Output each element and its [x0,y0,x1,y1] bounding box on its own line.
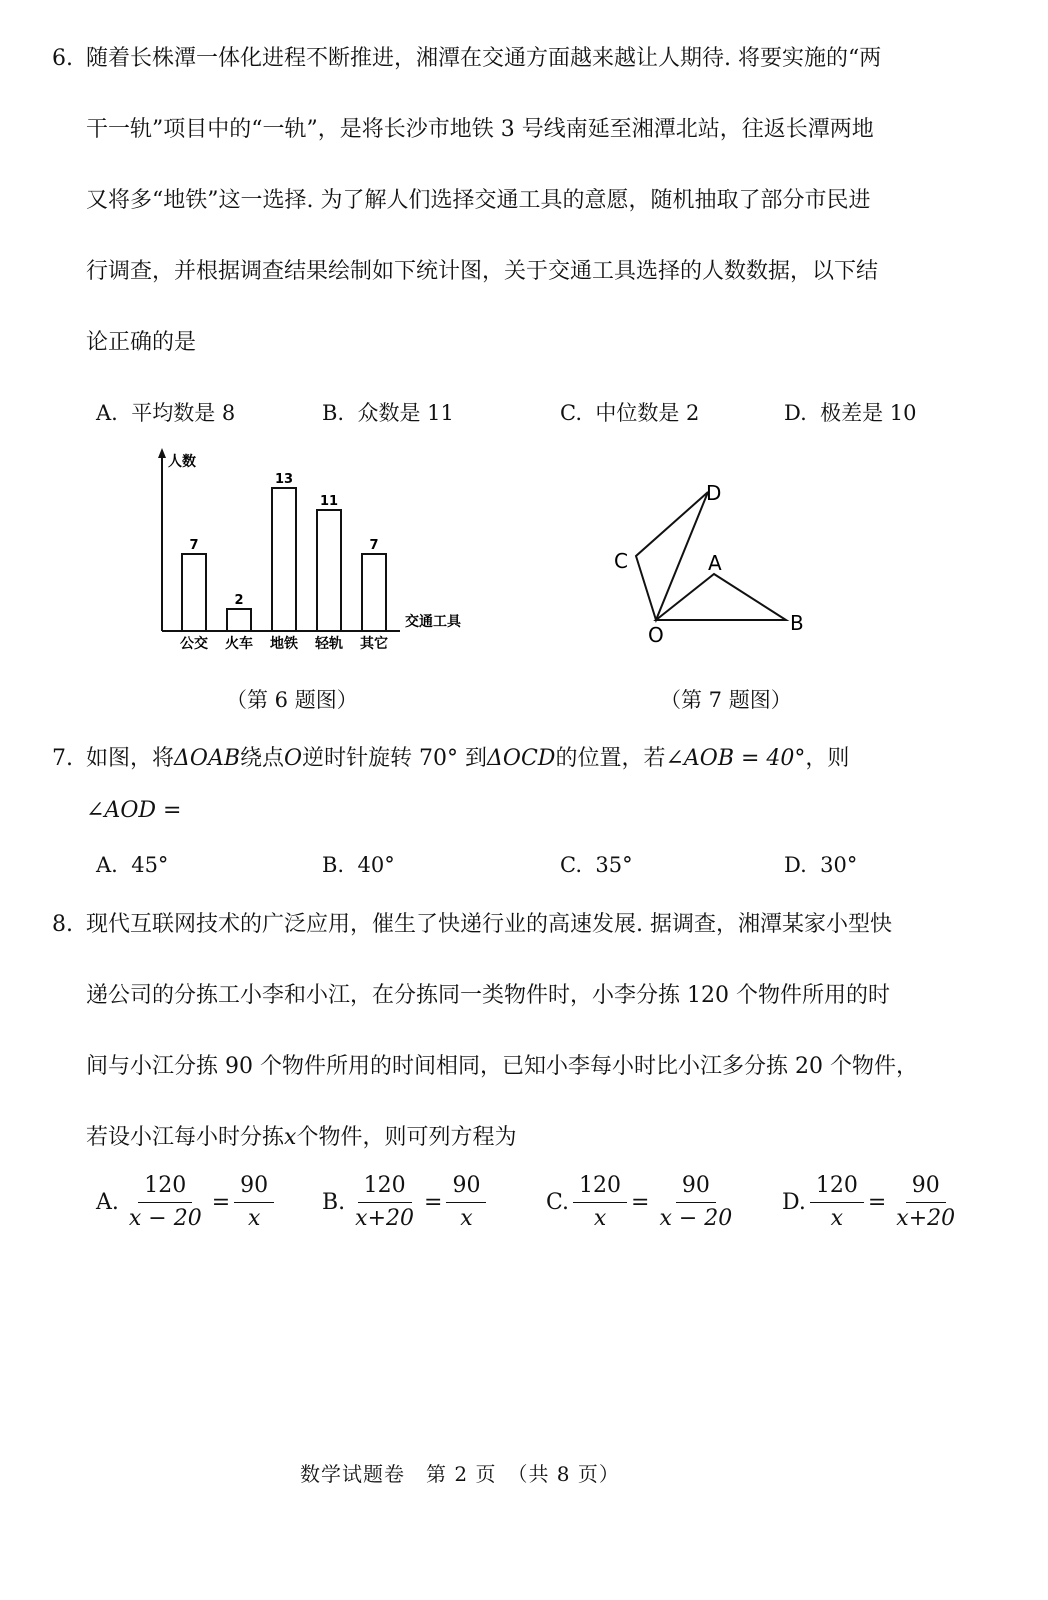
text: 个物件，则可列方程为 [296,1125,517,1150]
option-label: A. [96,1190,119,1215]
page-footer: 数学试题卷 第 2 页 （共 8 页） [300,1462,620,1486]
bar-2 [272,488,296,631]
option-text: 中位数是 2 [595,401,700,425]
q6-line-2: 干一轨”项目中的“一轨”，是将长沙市地铁 3 号线南延至湘潭北站，往返长潭两地 [86,117,874,142]
label-a: A [708,551,722,575]
label-b: B [790,611,804,635]
denominator: x [593,1206,607,1231]
triangle-oab-symbol: ΔOAB [174,746,240,771]
q7-option-c[interactable] [560,850,633,880]
option-text: 极差是 10 [820,401,917,425]
triangle-ocd-symbol: ΔOCD [487,746,556,771]
equals-sign: = [867,1190,887,1215]
option-text: 平均数是 8 [131,401,236,425]
denominator: x − 20 [659,1206,733,1231]
denominator: x+20 [355,1206,415,1231]
q8-line-1: 现代互联网技术的广泛应用，催生了快递行业的高速发展. 据调查，湘潭某家小型快 [86,912,892,937]
angle-aob: ∠AOB = 40° [665,746,806,771]
numerator: 90 [676,1172,716,1203]
fraction-right [446,1172,486,1233]
fraction-left [573,1172,627,1233]
q7-figure [600,470,830,650]
bar-0 [182,554,206,631]
variable-x: x [284,1125,297,1150]
text: 的位置，若 [555,746,666,771]
option-label: D. [782,1190,806,1215]
q7-line-2: ∠AOD = [86,798,182,823]
option-text: 35° [595,853,633,877]
triangle-ocd [636,492,708,620]
bar-value-label-1: 2 [234,593,244,608]
denominator: x − 20 [128,1206,202,1231]
bar-value-label-2: 13 [274,472,294,487]
q8-option-d[interactable] [782,1172,965,1233]
numerator: 90 [906,1172,946,1203]
denominator: x [247,1206,261,1231]
x-axis-label: 交通工具 [405,614,461,630]
fraction-right [890,1172,961,1233]
q6-line-1: 随着长株潭一体化进程不断推进，湘潭在交通方面越来越让人期待. 将要实施的“两 [86,46,882,71]
option-label: C. [546,1190,570,1215]
option-label: D. [784,853,807,877]
y-axis-label: 人数 [168,454,196,470]
option-text: 40° [357,853,395,877]
equals-sign: = [211,1190,231,1215]
q7-figure-caption: （第 7 题图） [660,688,792,712]
label-d: D [706,481,722,505]
x-tick-label-4: 其它 [360,636,388,652]
option-label: B. [322,401,345,425]
option-label: D. [784,401,807,425]
q8-number: 8. [52,912,73,937]
q6-bar-chart [150,448,480,658]
bar-value-label-4: 7 [369,538,379,553]
text: 若设小江每小时分拣 [86,1125,285,1150]
q8-line-4 [86,1123,516,1153]
fraction-left [349,1172,420,1233]
q6-option-d[interactable] [784,398,917,428]
fraction-left [123,1172,208,1233]
option-text: 30° [820,853,858,877]
option-text: 众数是 11 [357,401,454,425]
numerator: 120 [358,1172,412,1203]
bar-1 [227,609,251,631]
denominator: x+20 [896,1206,956,1231]
q7-option-d[interactable] [784,850,857,880]
q6-option-b[interactable] [322,398,454,428]
bar-4 [362,554,386,631]
x-tick-label-3: 轻轨 [315,636,343,652]
option-label: A. [96,853,118,877]
label-c: C [614,549,628,573]
x-tick-label-1: 火车 [225,636,253,652]
option-label: B. [322,1190,346,1215]
text: 绕点 [240,746,285,771]
option-text: 45° [131,853,169,877]
equals-sign: = [631,1190,650,1215]
q8-line-3: 间与小江分拣 90 个物件所用的时间相同，已知小李每小时比小江多分拣 20 个物件， [86,1054,918,1079]
q6-line-5: 论正确的是 [86,330,197,355]
option-label: A. [96,401,118,425]
q8-option-c[interactable] [546,1172,742,1233]
equals-sign: = [424,1190,443,1215]
numerator: 120 [138,1172,192,1203]
bar-value-label-0: 7 [189,538,199,553]
q7-option-a[interactable] [96,850,168,880]
y-axis-arrow [158,448,166,458]
numerator: 90 [446,1172,486,1203]
text: 逆时针旋转 70° 到 [302,746,488,771]
option-label: C. [560,853,582,877]
label-o: O [648,623,664,647]
numerator: 120 [573,1172,627,1203]
denominator: x [460,1206,473,1231]
denominator: x [830,1206,844,1231]
q7-line-1 [86,744,849,774]
q8-option-a[interactable] [96,1172,278,1233]
point-o: O [284,746,303,771]
q6-option-c[interactable] [560,398,699,428]
text: ，则 [805,746,850,771]
numerator: 90 [234,1172,274,1203]
q6-option-a[interactable] [96,398,235,428]
q6-number: 6. [52,46,73,71]
bar-value-label-3: 11 [319,494,339,509]
q8-option-b[interactable] [322,1172,490,1233]
x-tick-label-0: 公交 [180,636,208,652]
q7-number: 7. [52,746,73,771]
fraction-right [234,1172,274,1233]
q6-line-3: 又将多“地铁”这一选择. 为了解人们选择交通工具的意愿，随机抽取了部分市民进 [86,188,871,213]
numerator: 120 [810,1172,864,1203]
q6-figure-caption: （第 6 题图） [226,688,358,712]
text: 如图，将 [86,746,175,771]
q8-line-2: 递公司的分拣工小李和小江，在分拣同一类物件时，小李分拣 120 个物件所用的时 [86,983,890,1008]
option-label: B. [322,853,345,877]
option-label: C. [560,401,582,425]
triangle-oab [656,574,786,620]
fraction-right [653,1172,738,1233]
q7-option-b[interactable] [322,850,395,880]
q6-line-4: 行调查，并根据调查结果绘制如下统计图，关于交通工具选择的人数数据，以下结 [86,259,879,284]
fraction-left [810,1172,864,1233]
x-tick-label-2: 地铁 [270,636,298,652]
bar-3 [317,510,341,631]
